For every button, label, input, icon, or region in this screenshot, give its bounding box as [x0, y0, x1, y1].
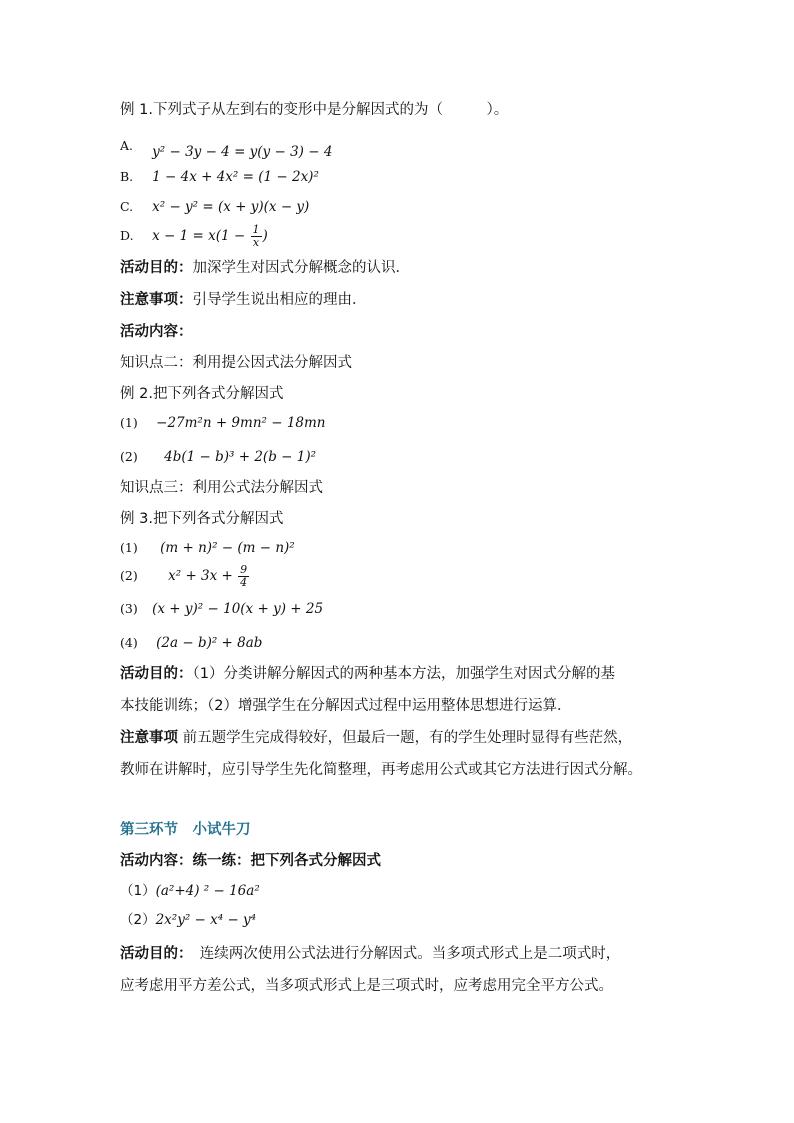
practice-item-1-label: （1） [120, 883, 156, 899]
note2-label: 注意事项 [120, 730, 178, 746]
knowledge-point-3: 知识点三：利用公式法分解因式 [120, 480, 323, 496]
purpose2-line1 [120, 664, 615, 684]
option-b-expr: 1 − 4x + 4x² = (1 − 2x)² [152, 169, 319, 185]
note2-text-1: 前五题学生完成得较好，但最后一题，有的学生处理时显得有些茫然， [178, 730, 633, 746]
note2-line1 [120, 728, 632, 748]
example3-title: 例 3.把下列各式分解因式 [120, 511, 284, 527]
example2-item-2 [120, 447, 316, 468]
example3-item-4-expr: (2a − b)² + 8ab [156, 635, 263, 651]
note1-label: 注意事项： [120, 292, 193, 308]
example3-item-1 [120, 538, 295, 559]
purpose1 [120, 258, 410, 278]
example2-item-2-label: (2) [120, 449, 138, 464]
option-d-expr-prefix: x − 1 = x(1 − [152, 228, 250, 244]
purpose3-label: 活动目的： [120, 946, 186, 962]
example3-item-1-expr: (m + n)² − (m − n)² [160, 540, 295, 556]
example3-item-4-label: (4) [120, 635, 138, 650]
example3-item-2-label: (2) [120, 568, 138, 583]
practice-title: 活动内容：练一练：把下列各式分解因式 [120, 853, 381, 869]
example3-item-3 [120, 599, 323, 620]
option-d-fraction [251, 224, 262, 249]
practice-item-2-expr: 2x²y² − x⁴ − y⁴ [155, 912, 257, 928]
section3-heading: 第三环节 小试牛刀 [120, 822, 251, 838]
example2-item-1-label: (1) [120, 415, 138, 430]
option-b [120, 167, 319, 188]
example3-item-3-label: (3) [120, 601, 138, 616]
option-b-label: B. [120, 169, 134, 184]
practice-item-2-label: （2） [120, 912, 156, 928]
option-d [120, 224, 268, 249]
knowledge-point-2: 知识点二：利用提公因式法分解因式 [120, 355, 352, 371]
example1-question: 例 1.下列式子从左到右的变形中是分解因式的为（ ）。 [120, 102, 509, 118]
note1 [120, 290, 367, 310]
example3-item-2-fraction [238, 564, 249, 589]
practice-item-2 [120, 910, 256, 930]
purpose1-text: 加深学生对因式分解概念的认识． [192, 260, 410, 276]
example2-item-1-expr: −27m²n + 9mn² − 18mn [156, 415, 326, 431]
practice-item-1-expr: (a²+4) ² − 16a² [155, 883, 260, 899]
example2-item-1 [120, 413, 326, 434]
option-d-frac-num: 1 [252, 223, 260, 236]
purpose3-text-1: 连续两次使用公式法进行分解因式。当多项式形式上是二项式时， [185, 946, 621, 962]
example3-item-1-label: (1) [120, 540, 138, 555]
option-d-label: D. [120, 228, 134, 243]
purpose2-line2: 本技能训练；（2）增强学生在分解因式过程中运用整体思想进行运算． [120, 698, 572, 714]
example3-item-2-expr-prefix: x² + 3x + [168, 568, 238, 584]
practice-item-1 [120, 881, 260, 901]
option-a-expr: y² − 3y − 4 = y(y − 3) − 4 [152, 144, 333, 160]
example3-item-4 [120, 633, 262, 654]
content-label: 活动内容： [120, 324, 193, 340]
option-d-frac-den: x [252, 236, 260, 249]
example3-item-2-frac-num: 9 [240, 563, 248, 576]
option-c-label: C. [120, 199, 134, 214]
option-a [120, 136, 333, 160]
purpose2-label: 活动目的： [120, 666, 193, 682]
option-c-expr: x² − y² = (x + y)(x − y) [152, 199, 310, 215]
note2-line2: 教师在讲解时，应引导学生先化简整理，再考虑用公式或其它方法进行因式分解。 [120, 762, 642, 778]
example3-item-2-frac-den: 4 [240, 576, 248, 589]
purpose2-text-1: （1）分类讲解分解因式的两种基本方法，加强学生对因式分解的基 [192, 666, 615, 682]
option-c [120, 197, 309, 218]
purpose3-line1 [120, 944, 620, 964]
purpose3-line2: 应考虑用平方差公式，当多项式形式上是三项式时，应考虑用完全平方公式。 [120, 978, 613, 994]
option-d-expr-suffix: ) [262, 228, 268, 244]
example2-item-2-expr: 4b(1 − b)³ + 2(b − 1)² [164, 449, 316, 465]
example3-item-3-expr: (x + y)² − 10(x + y) + 25 [152, 601, 324, 617]
purpose1-label: 活动目的： [120, 260, 193, 276]
note1-text: 引导学生说出相应的理由． [192, 292, 367, 308]
option-a-label: A. [120, 138, 134, 153]
example3-item-2 [120, 564, 250, 589]
example2-title: 例 2.把下列各式分解因式 [120, 386, 284, 402]
